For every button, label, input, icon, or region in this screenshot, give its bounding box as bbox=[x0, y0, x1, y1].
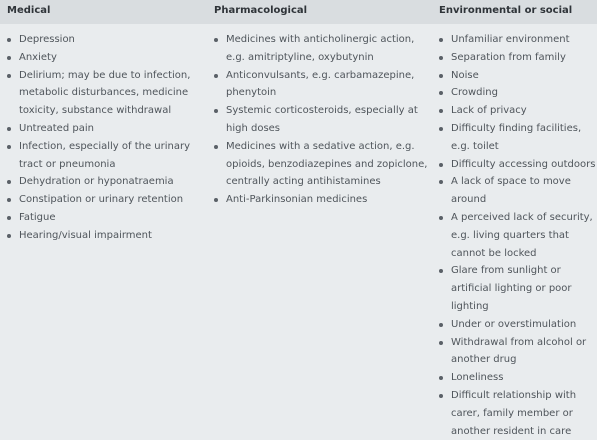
list-item: Noise bbox=[439, 67, 597, 85]
list-item: Dehydration or hyponatraemia bbox=[7, 173, 197, 191]
list-item: Separation from family bbox=[439, 49, 597, 67]
list-item: Depression bbox=[7, 31, 197, 49]
list-item: Crowding bbox=[439, 84, 597, 102]
list-item: Loneliness bbox=[439, 369, 597, 387]
list-item: Unfamiliar environment bbox=[439, 31, 597, 49]
header-pharmacological: Pharmacological bbox=[214, 5, 308, 16]
list-item: Medicines with anticholinergic action, e.g. amitriptyline, oxybutynin bbox=[214, 31, 428, 67]
list-item: Difficulty finding facilities, e.g. toilet bbox=[439, 120, 597, 156]
table-header-row bbox=[0, 0, 597, 24]
medical-list bbox=[7, 31, 197, 245]
list-item: Systemic corticosteroids, especially at high doses bbox=[214, 102, 428, 138]
list-item: Anxiety bbox=[7, 49, 197, 67]
list-item: Withdrawal from alcohol or another drug bbox=[439, 334, 597, 370]
list-item: Under or overstimulation bbox=[439, 316, 597, 334]
list-item: Medicines with a sedative action, e.g. opioids, benzodiazepines and zopiclone, centrally acting antihistamines bbox=[214, 138, 428, 191]
environmental-social-list bbox=[439, 31, 597, 440]
list-item: Delirium; may be due to infection, metabolic disturbances, medicine toxicity, substance withdrawal bbox=[7, 67, 197, 120]
list-item: A lack of space to move around bbox=[439, 173, 597, 209]
column-environmental-social bbox=[439, 31, 597, 440]
list-item: Hearing/visual impairment bbox=[7, 227, 197, 245]
column-medical bbox=[7, 31, 197, 245]
list-item: Lack of privacy bbox=[439, 102, 597, 120]
list-item: A perceived lack of security, e.g. living quarters that cannot be locked bbox=[439, 209, 597, 262]
list-item: Difficult relationship with carer, family member or another resident in care bbox=[439, 387, 597, 440]
header-medical: Medical bbox=[7, 5, 51, 16]
list-item: Glare from sunlight or artificial lighting or poor lighting bbox=[439, 262, 597, 315]
list-item: Infection, especially of the urinary tract or pneumonia bbox=[7, 138, 197, 174]
list-item: Difficulty accessing outdoors bbox=[439, 156, 597, 174]
column-pharmacological bbox=[214, 31, 428, 209]
list-item: Untreated pain bbox=[7, 120, 197, 138]
pharmacological-list bbox=[214, 31, 428, 209]
list-item: Anticonvulsants, e.g. carbamazepine, phenytoin bbox=[214, 67, 428, 103]
list-item: Fatigue bbox=[7, 209, 197, 227]
header-environmental-social: Environmental or social bbox=[439, 5, 573, 16]
list-item: Anti-Parkinsonian medicines bbox=[214, 191, 428, 209]
list-item: Constipation or urinary retention bbox=[7, 191, 197, 209]
